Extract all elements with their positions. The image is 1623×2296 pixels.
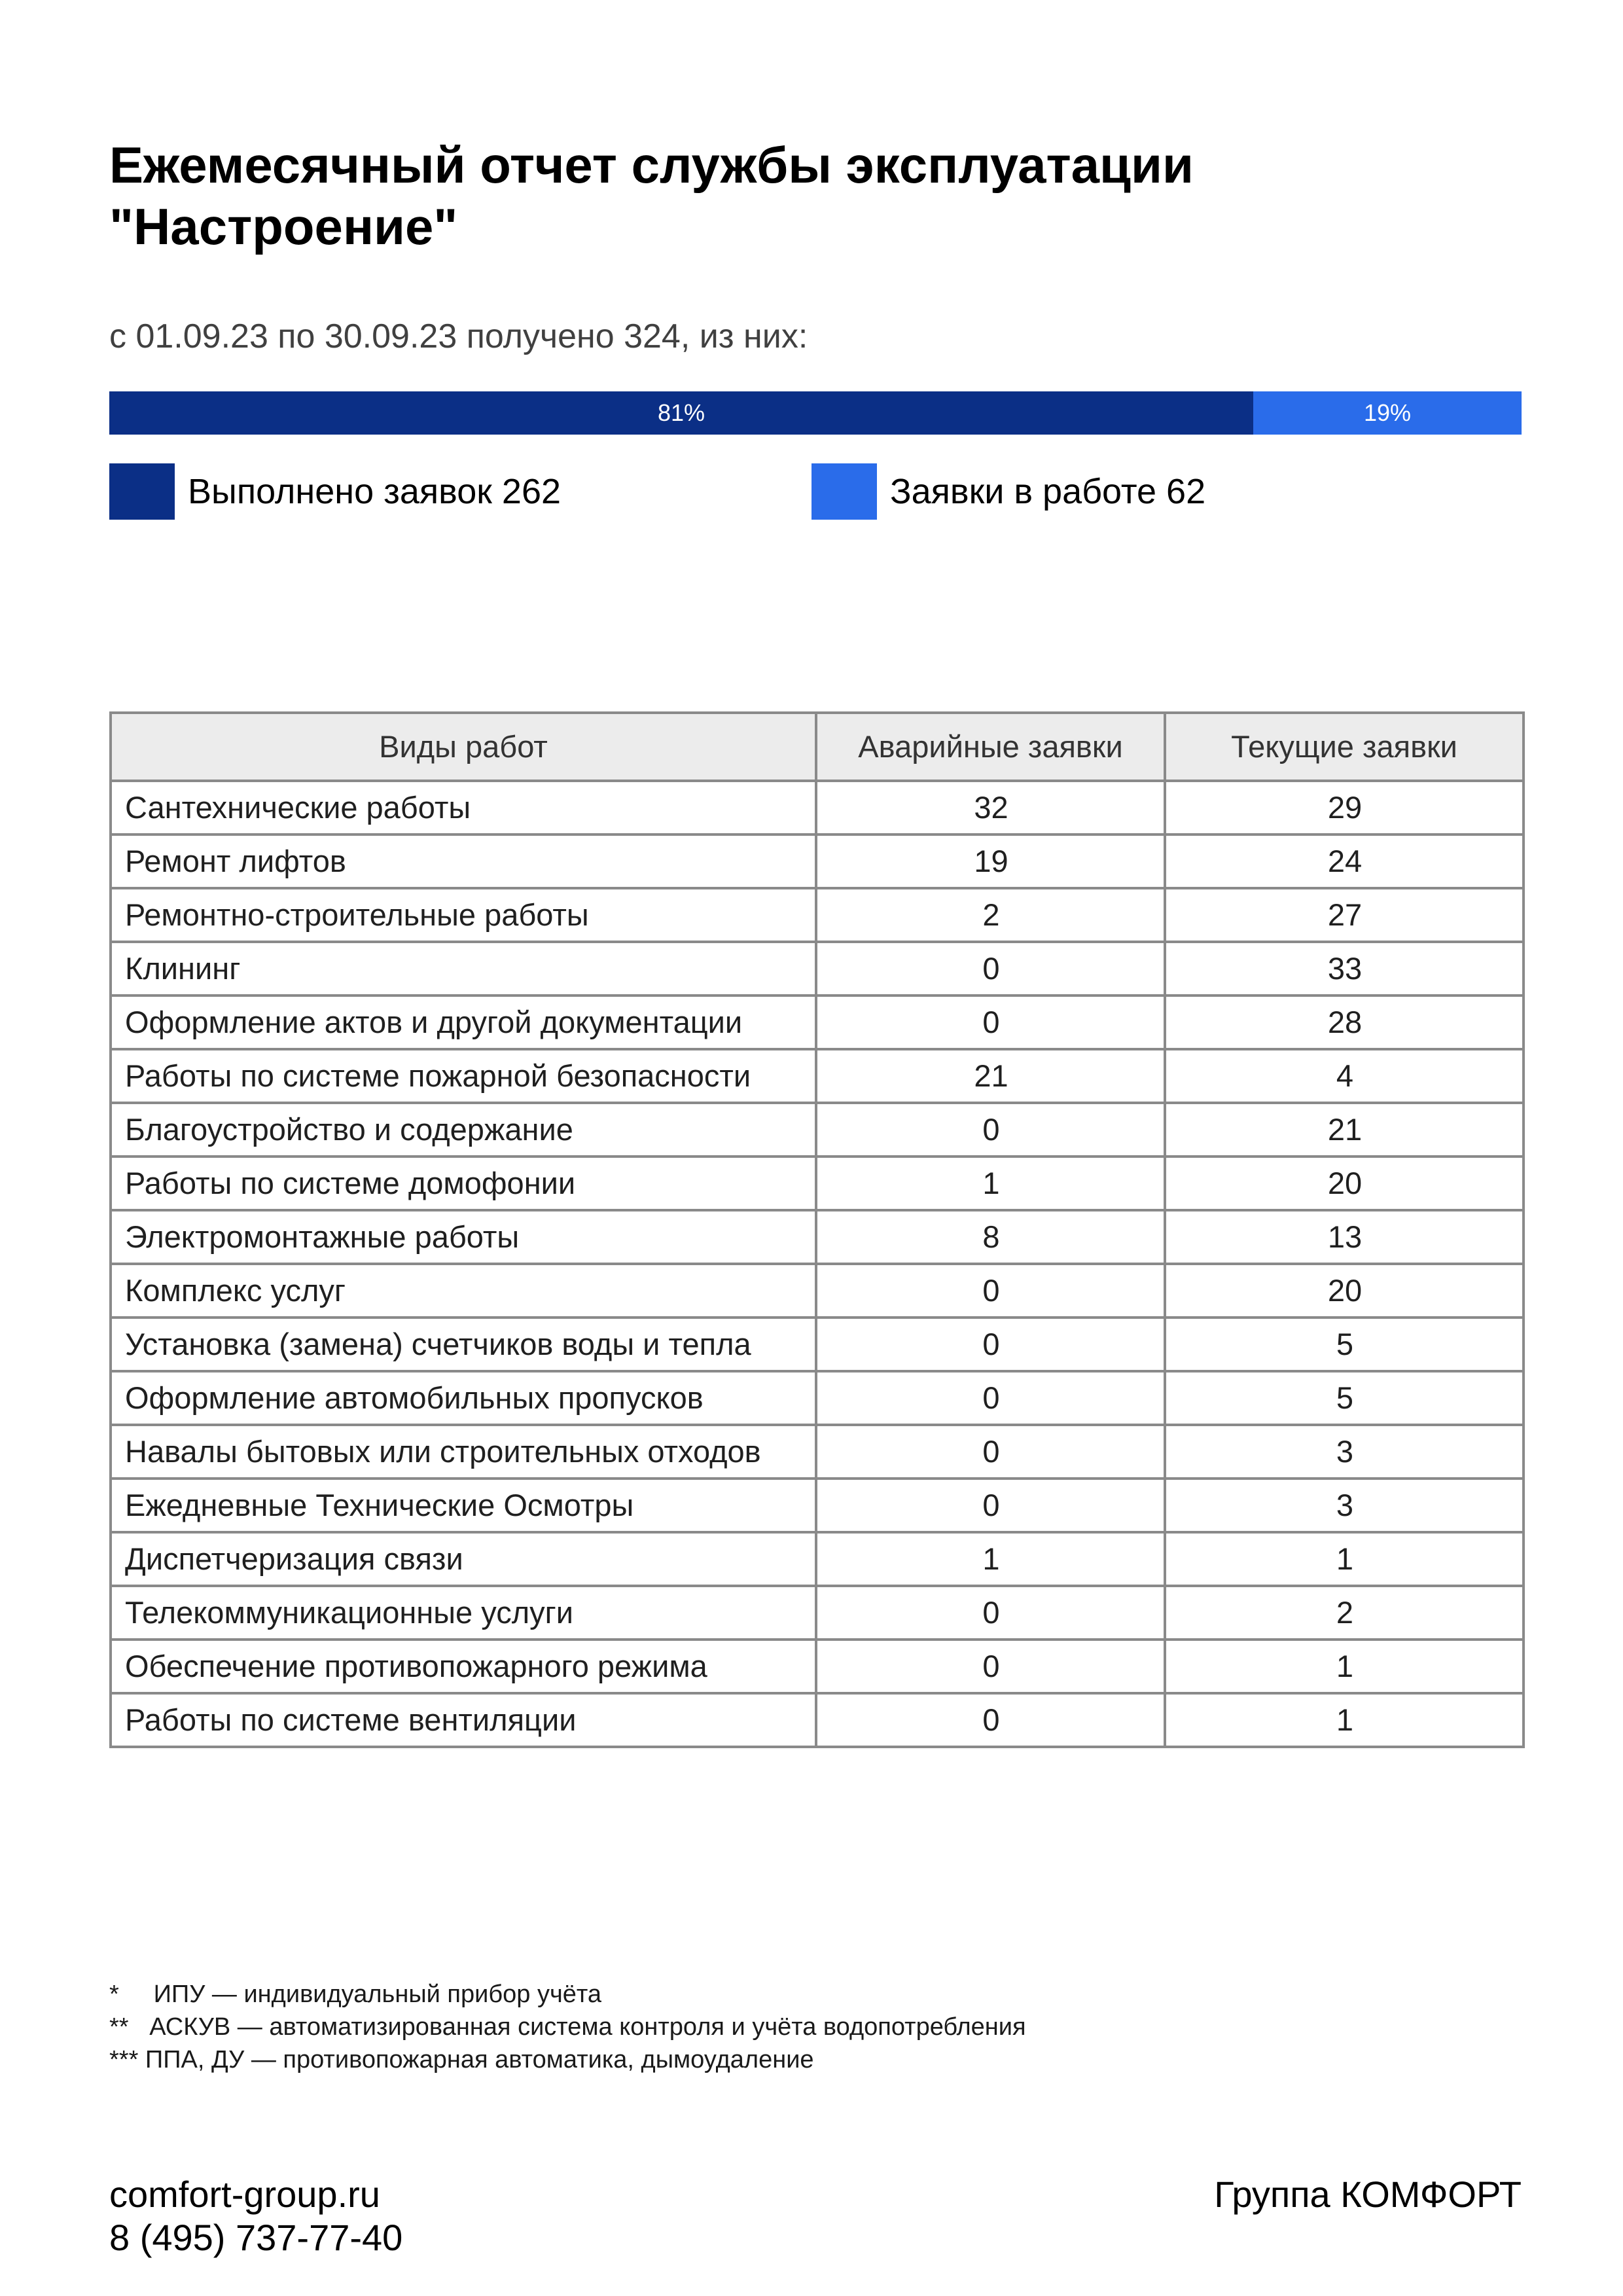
- legend-swatch-done: [109, 463, 175, 520]
- cell-work-type: Комплекс услуг: [111, 1264, 816, 1318]
- cell-work-type: Сантехнические работы: [111, 781, 816, 834]
- cell-work-type: Ремонтно-строительные работы: [111, 888, 816, 942]
- table-row: [111, 1157, 1524, 1210]
- table-row: [111, 1479, 1524, 1532]
- cell-current-count: 4: [1165, 1049, 1524, 1103]
- footnote-1: * ИПУ — индивидуальный прибор учёта: [109, 1981, 601, 2008]
- cell-work-type: Диспетчеризация связи: [111, 1532, 816, 1586]
- cell-emergency-count: 0: [816, 942, 1165, 996]
- table-row: [111, 781, 1524, 834]
- cell-work-type: Работы по системе пожарной безопасности: [111, 1049, 816, 1103]
- cell-emergency-count: 0: [816, 1318, 1165, 1371]
- page-title-line-1: Ежемесячный отчет службы эксплуатации: [109, 136, 1194, 194]
- period-summary: с 01.09.23 по 30.09.23 получено 324, из них:: [109, 317, 808, 355]
- cell-work-type: Благоустройство и содержание: [111, 1103, 816, 1157]
- footnotes: [109, 1978, 1026, 2076]
- cell-emergency-count: 21: [816, 1049, 1165, 1103]
- cell-current-count: 27: [1165, 888, 1524, 942]
- footer-website: comfort-group.ru: [109, 2174, 380, 2215]
- cell-work-type: Оформление автомобильных пропусков: [111, 1371, 816, 1425]
- cell-current-count: 33: [1165, 942, 1524, 996]
- progress-segment-done: 81%: [109, 391, 1253, 435]
- table-row: [111, 942, 1524, 996]
- table-row: [111, 834, 1524, 888]
- work-types-table: [109, 711, 1525, 1748]
- cell-emergency-count: 1: [816, 1532, 1165, 1586]
- column-header-emergency: Аварийные заявки: [816, 713, 1165, 781]
- cell-work-type: Оформление актов и другой документации: [111, 996, 816, 1049]
- footnote-2: ** АСКУВ — автоматизированная система контроля и учёта водопотребления: [109, 2013, 1026, 2041]
- cell-emergency-count: 2: [816, 888, 1165, 942]
- cell-emergency-count: 0: [816, 1425, 1165, 1479]
- legend-item-done: [109, 463, 561, 520]
- cell-current-count: 28: [1165, 996, 1524, 1049]
- page-title: [109, 134, 1516, 257]
- footer-contacts: [109, 2173, 402, 2259]
- cell-emergency-count: 0: [816, 1479, 1165, 1532]
- cell-current-count: 1: [1165, 1640, 1524, 1693]
- progress-segment-in-progress: 19%: [1253, 391, 1522, 435]
- legend-swatch-in-progress: [812, 463, 877, 520]
- table-row: [111, 1103, 1524, 1157]
- cell-current-count: 13: [1165, 1210, 1524, 1264]
- table-row: [111, 1318, 1524, 1371]
- cell-work-type: Навалы бытовых или строительных отходов: [111, 1425, 816, 1479]
- table-row: [111, 1049, 1524, 1103]
- table-row: [111, 888, 1524, 942]
- cell-current-count: 20: [1165, 1157, 1524, 1210]
- cell-current-count: 2: [1165, 1586, 1524, 1640]
- cell-emergency-count: 0: [816, 1103, 1165, 1157]
- completion-progress-bar: [109, 391, 1522, 435]
- cell-work-type: Работы по системе домофонии: [111, 1157, 816, 1210]
- cell-emergency-count: 0: [816, 996, 1165, 1049]
- cell-work-type: Установка (замена) счетчиков воды и тепла: [111, 1318, 816, 1371]
- table-row: [111, 1586, 1524, 1640]
- cell-current-count: 20: [1165, 1264, 1524, 1318]
- cell-work-type: Ремонт лифтов: [111, 834, 816, 888]
- table-row: [111, 1532, 1524, 1586]
- cell-emergency-count: 0: [816, 1640, 1165, 1693]
- table-row: [111, 1264, 1524, 1318]
- footnote-3: *** ППА, ДУ — противопожарная автоматика, дымоудаление: [109, 2046, 814, 2073]
- cell-work-type: Работы по системе вентиляции: [111, 1693, 816, 1747]
- legend-label-done: Выполнено заявок 262: [188, 472, 562, 511]
- footer-phone: 8 (495) 737-77-40: [109, 2217, 403, 2258]
- footer-company: Группа КОМФОРТ: [1214, 2174, 1522, 2215]
- cell-work-type: Обеспечение противопожарного режима: [111, 1640, 816, 1693]
- page-title-line-2: "Настроение": [109, 198, 458, 255]
- cell-current-count: 1: [1165, 1532, 1524, 1586]
- table-row: [111, 1693, 1524, 1747]
- cell-work-type: Клининг: [111, 942, 816, 996]
- table-row: [111, 1425, 1524, 1479]
- cell-emergency-count: 0: [816, 1586, 1165, 1640]
- legend-item-in-progress: [812, 463, 1205, 520]
- column-header-work-type: Виды работ: [111, 713, 816, 781]
- cell-current-count: 24: [1165, 834, 1524, 888]
- cell-work-type: Ежедневные Технические Осмотры: [111, 1479, 816, 1532]
- cell-emergency-count: 0: [816, 1693, 1165, 1747]
- cell-current-count: 1: [1165, 1693, 1524, 1747]
- cell-current-count: 3: [1165, 1479, 1524, 1532]
- column-header-current: Текущие заявки: [1165, 713, 1524, 781]
- legend-label-in-progress: Заявки в работе 62: [890, 472, 1206, 511]
- table-row: [111, 1210, 1524, 1264]
- table-row: [111, 1371, 1524, 1425]
- cell-emergency-count: 19: [816, 834, 1165, 888]
- table-row: [111, 1640, 1524, 1693]
- cell-emergency-count: 32: [816, 781, 1165, 834]
- cell-current-count: 5: [1165, 1318, 1524, 1371]
- cell-work-type: Электромонтажные работы: [111, 1210, 816, 1264]
- cell-current-count: 5: [1165, 1371, 1524, 1425]
- cell-emergency-count: 0: [816, 1264, 1165, 1318]
- cell-work-type: Телекоммуникационные услуги: [111, 1586, 816, 1640]
- cell-emergency-count: 8: [816, 1210, 1165, 1264]
- table-header-row: [111, 713, 1524, 781]
- cell-emergency-count: 1: [816, 1157, 1165, 1210]
- cell-current-count: 3: [1165, 1425, 1524, 1479]
- cell-current-count: 21: [1165, 1103, 1524, 1157]
- table-row: [111, 996, 1524, 1049]
- cell-emergency-count: 0: [816, 1371, 1165, 1425]
- cell-current-count: 29: [1165, 781, 1524, 834]
